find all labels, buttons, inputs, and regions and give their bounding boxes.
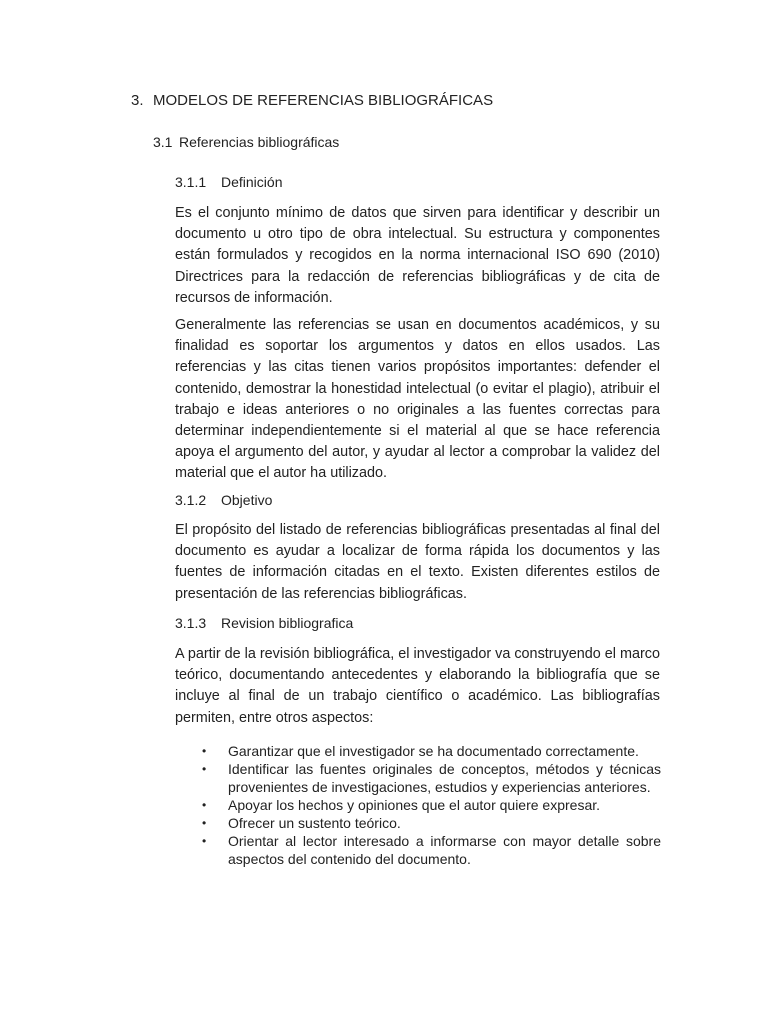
- definicion-title: Definición: [221, 174, 283, 190]
- revision-number: 3.1.3: [175, 615, 207, 631]
- bullet-icon: •: [202, 744, 207, 758]
- section-title: MODELOS DE REFERENCIAS BIBLIOGRÁFICAS: [153, 92, 494, 109]
- subsection-number: 3.1: [153, 134, 173, 150]
- revision-heading: [175, 613, 353, 633]
- objetivo-paragraph: El propósito del listado de referencias bibliográficas presentadas al final del documento es ayudar a localizar de forma rápida los documentos y las fuentes de información citadas en el texto. Existen diferentes estilos de presentación de las referencias bibliográficas.: [175, 522, 660, 602]
- objetivo-heading: [175, 490, 272, 510]
- definicion-paragraph-1: Es el conjunto mínimo de datos que sirven para identificar y describir un documento u otro tipo de obra intelectual. Su estructura y componentes están formulados y recogidos en la norma internacional ISO 690 (2010) Directrices para la redacción de referencias bibliográficas y de cita de recursos de información.: [175, 205, 660, 306]
- bullet-icon: •: [202, 798, 207, 812]
- objetivo-number: 3.1.2: [175, 492, 207, 508]
- bullet-icon: •: [202, 762, 207, 776]
- list-item-text: Garantizar que el investigador se ha documentado correctamente.: [228, 743, 639, 759]
- definicion-heading: [175, 172, 282, 192]
- bullet-icon: •: [202, 834, 207, 848]
- list-item: [175, 742, 661, 760]
- subsection-heading: [153, 132, 339, 152]
- list-item-text: Ofrecer un sustento teórico.: [228, 815, 401, 831]
- list-item-text: Orientar al lector interesado a informarse con mayor detalle sobre aspectos del contenido del documento.: [228, 833, 661, 867]
- revision-paragraph: A partir de la revisión bibliográfica, el investigador va construyendo el marco teórico, documentando antecedentes y elaborando la bibliografía que se incluye al final de un trabajo científico o académico. Las bibliografías permiten, entre otros aspectos:: [175, 646, 660, 726]
- definicion-paragraph-2: Generalmente las referencias se usan en documentos académicos, y su finalidad es soportar los argumentos y datos en ellos usados. Las referencias y las citas tienen varios propósitos importantes: defender el contenido, demostrar la honestidad intelectual (o evitar el plagio), atribuir el trabajo e ideas anteriores o no originales a las fuentes correctas para determinar independientemente si el material al que se hace referencia apoya el argumento del autor, y ayudar al lector a comprobar la validez del material que el autor ha utilizado.: [175, 317, 660, 482]
- subsection-title: Referencias bibliográficas: [179, 134, 340, 150]
- section-number: 3.: [131, 92, 144, 109]
- revision-bullet-list: [175, 742, 661, 868]
- list-item: [175, 814, 661, 832]
- section-heading: [131, 91, 493, 111]
- bullet-icon: •: [202, 816, 207, 830]
- list-item-text: Identificar las fuentes originales de conceptos, métodos y técnicas provenientes de investigaciones, estudios y experiencias anteriores.: [228, 761, 661, 795]
- definicion-number: 3.1.1: [175, 174, 207, 190]
- list-item: [175, 796, 661, 814]
- objetivo-title: Objetivo: [221, 492, 273, 508]
- list-item-text: Apoyar los hechos y opiniones que el autor quiere expresar.: [228, 797, 601, 813]
- list-item: [175, 760, 661, 796]
- revision-title: Revision bibliografica: [221, 615, 354, 631]
- list-item: [175, 832, 661, 868]
